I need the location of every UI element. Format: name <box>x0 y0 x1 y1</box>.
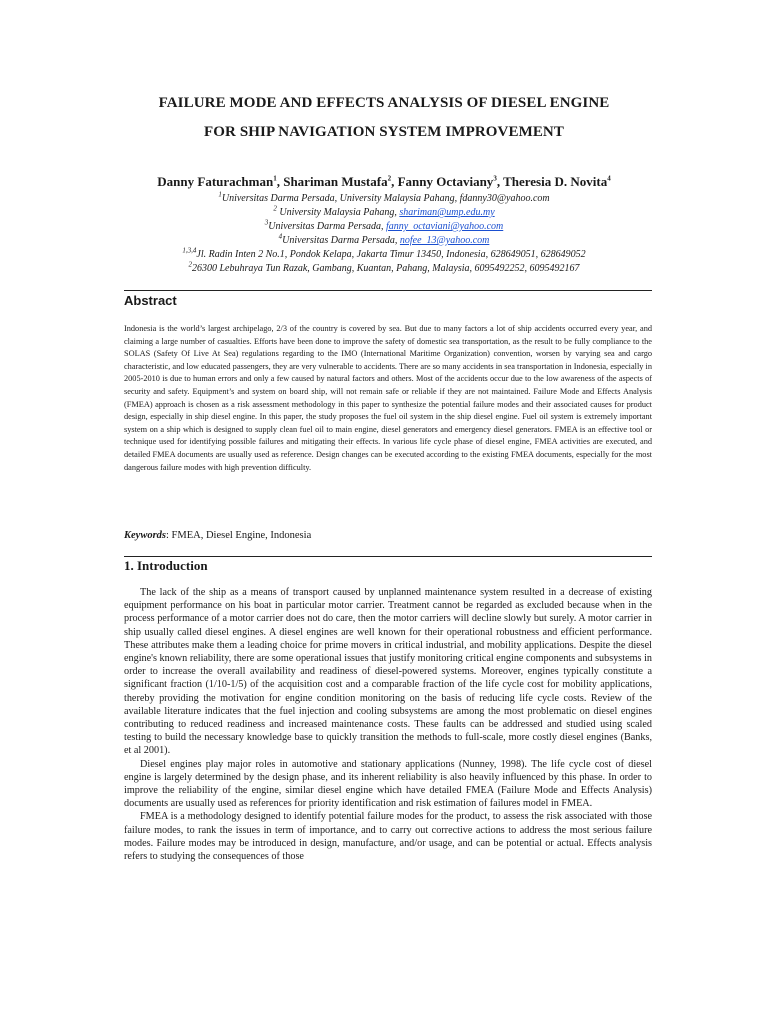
introduction-heading: 1. Introduction <box>124 558 208 573</box>
author-superscript: 1 <box>273 174 277 183</box>
affiliation-text: Universitas Darma Persada, <box>268 221 387 232</box>
affiliation-superscript: 2 <box>188 260 192 269</box>
affiliation-text: Universitas Darma Persada, <box>282 235 400 246</box>
author-name: Theresia D. Novita <box>503 174 608 189</box>
affiliation-superscript: 1,3,4 <box>182 246 197 255</box>
author-name: Fanny Octaviany <box>397 174 494 189</box>
paragraph: FMEA is a methodology designed to identify potential failure modes for the product, to assess the risk associated with those failure modes, to rank the issues in term of importance, and to carry out corrective actions to address the most serious failure modes. Failure modes may be introduced in design, manufacture, and/or usage, and can be potential or actual. Effects analysis refers to studying the consequences of those <box>124 811 652 863</box>
affiliation-3 <box>100 220 668 234</box>
divider <box>124 290 652 291</box>
address-2 <box>100 262 668 276</box>
affiliation-superscript: 2 <box>273 204 277 213</box>
address-1 <box>100 248 668 262</box>
affiliation-1 <box>100 192 668 206</box>
paragraph: The lack of the ship as a means of transport caused by unplanned maintenance system resulted in a decrease of existing equipment performance on his boat in particular motor carrier. Treatment cannot be regarded as excluded because when in the process performance of a motor carrier does not do care, then the motor carriers will decline slowly but surely. A motor carrier in ship usually called diesel engines. A diesel engines are well known for their operational robustness and efficient performance. These attributes make them a leading choice for prime movers in critical industrial, and mobility applications. Despite the diesel engine's known reliability, there are some operational issues that justify monitoring critical engine components and subsystems in order to increase the overall availability and readiness of diesel-powered systems. Moreover, engines typically constitute a significant fraction (1/10-1/5) of the acquisition cost and a comparable fraction of the life cycle cost for mobility applications, thereby providing the motivation for engine condition monitoring on the basis of reducing life cycle costs. Review of the available literature indicates that the fuel injection and cooling subsystems are among the most problematic on diesel engines contributing to reduced readiness and increased maintenance costs. These faults can be addressed and studied using scaled testing to build the necessary knowledge base to quickly transition the methods to full-scale, more costly diesel engines (Banks, et al 2001). <box>124 587 652 757</box>
keywords-text: : FMEA, Diesel Engine, Indonesia <box>166 530 312 541</box>
affiliation-superscript: 3 <box>264 218 269 227</box>
keywords-label: Keywords <box>124 530 166 541</box>
author-list <box>100 174 668 190</box>
author-name: Shariman Mustafa <box>283 174 388 189</box>
affiliation-2 <box>100 206 668 220</box>
email-link[interactable]: nofee_13@yahoo.com <box>399 235 490 246</box>
affiliation-text: University Malaysia Pahang, <box>276 207 400 218</box>
author-separator: , <box>391 174 398 189</box>
author-separator: , <box>276 174 284 189</box>
keywords <box>124 530 311 541</box>
divider <box>124 556 652 557</box>
author-separator: , <box>496 174 504 189</box>
paper-title-line-1: FAILURE MODE AND EFFECTS ANALYSIS OF DIESEL ENGINE <box>158 95 610 111</box>
paper-title-line-2: FOR SHIP NAVIGATION SYSTEM IMPROVEMENT <box>204 124 564 140</box>
abstract-text: Indonesia is the world’s largest archipelago, 2/3 of the country is covered by sea. But due to many factors a lot of ship accidents occurred every year, and claiming a large number of casualties. Efforts have been done to improve the safety of domestic sea transportation, as the result to be fully compliance to the SOLAS (Safety Of Live At Sea) regulations regarding to the IMO (International Maritime Organization) convention, worsen by varying sea and cargo characteristic, and low educated passengers, they are very vulnerable to accidents. There are so many accidents in sea transportation in Indonesia, especially in 2005-2010 is due to human errors and only a few caused by natural factors and others. Most of the accidents occur due to the low awareness of the aspects of security and safety. Equipment’s and system on board ship, will not remain safe or reliable if they are not maintained. Failure Mode and Effects Analysis (FMEA) approach is chosen as a risk assessment methodology in this paper to synthesize the potential failure modes and their associated causes for product design, especially in ship diesel engine. In this paper, the study proposes the fuel oil system in the ship diesel engine. Fuel oil system is extremely important system on a ship which is designed to supply clean fuel oil to main engine, diesel generators and emergency diesel generators. FMEA is an effective tool or technique used for identifying possible failures and mitigating their effects. In various life cycle phase of diesel engine, FMEA activities are executed, and detailed FMEA documents are usually used as reference. Design changes can be executed according to the existing FMEA documents, especially for the most dangerous failure modes with high prevention difficulty. <box>124 324 652 472</box>
introduction-body <box>124 586 652 863</box>
author-superscript: 3 <box>493 174 497 183</box>
address-text: Jl. Radin Inten 2 No.1, Pondok Kelapa, Jakarta Timur 13450, Indonesia, 628649051, 628649052 <box>196 249 586 260</box>
abstract-heading: Abstract <box>124 293 177 308</box>
email-link[interactable]: shariman@ump.edu.my <box>399 207 495 218</box>
affiliation-text: Universitas Darma Persada, University Malaysia Pahang, fdanny30@yahoo.com <box>221 193 550 204</box>
address-text: 26300 Lebuhraya Tun Razak, Gambang, Kuantan, Pahang, Malaysia, 6095492252, 6095492167 <box>192 263 580 274</box>
author-superscript: 4 <box>607 174 611 183</box>
affiliation-superscript: 1 <box>218 190 222 199</box>
author-name: Danny Faturachman <box>157 174 274 189</box>
email-link[interactable]: fanny_octaviani@yahoo.com <box>386 221 504 232</box>
affiliation-superscript: 4 <box>278 232 283 241</box>
author-superscript: 2 <box>387 174 392 183</box>
paragraph: Diesel engines play major roles in automotive and stationary applications (Nunney, 1998). The life cycle cost of diesel engine is largely determined by the design phase, and its inherent reliability is also heavily influenced by this phase. In order to improve the reliability of the engine, similar diesel engine which have detailed FMEA (Failure Mode and Effects Analysis) documents are usually used as references for priority identification and risk estimation of failures model in FMEA. <box>124 758 652 810</box>
